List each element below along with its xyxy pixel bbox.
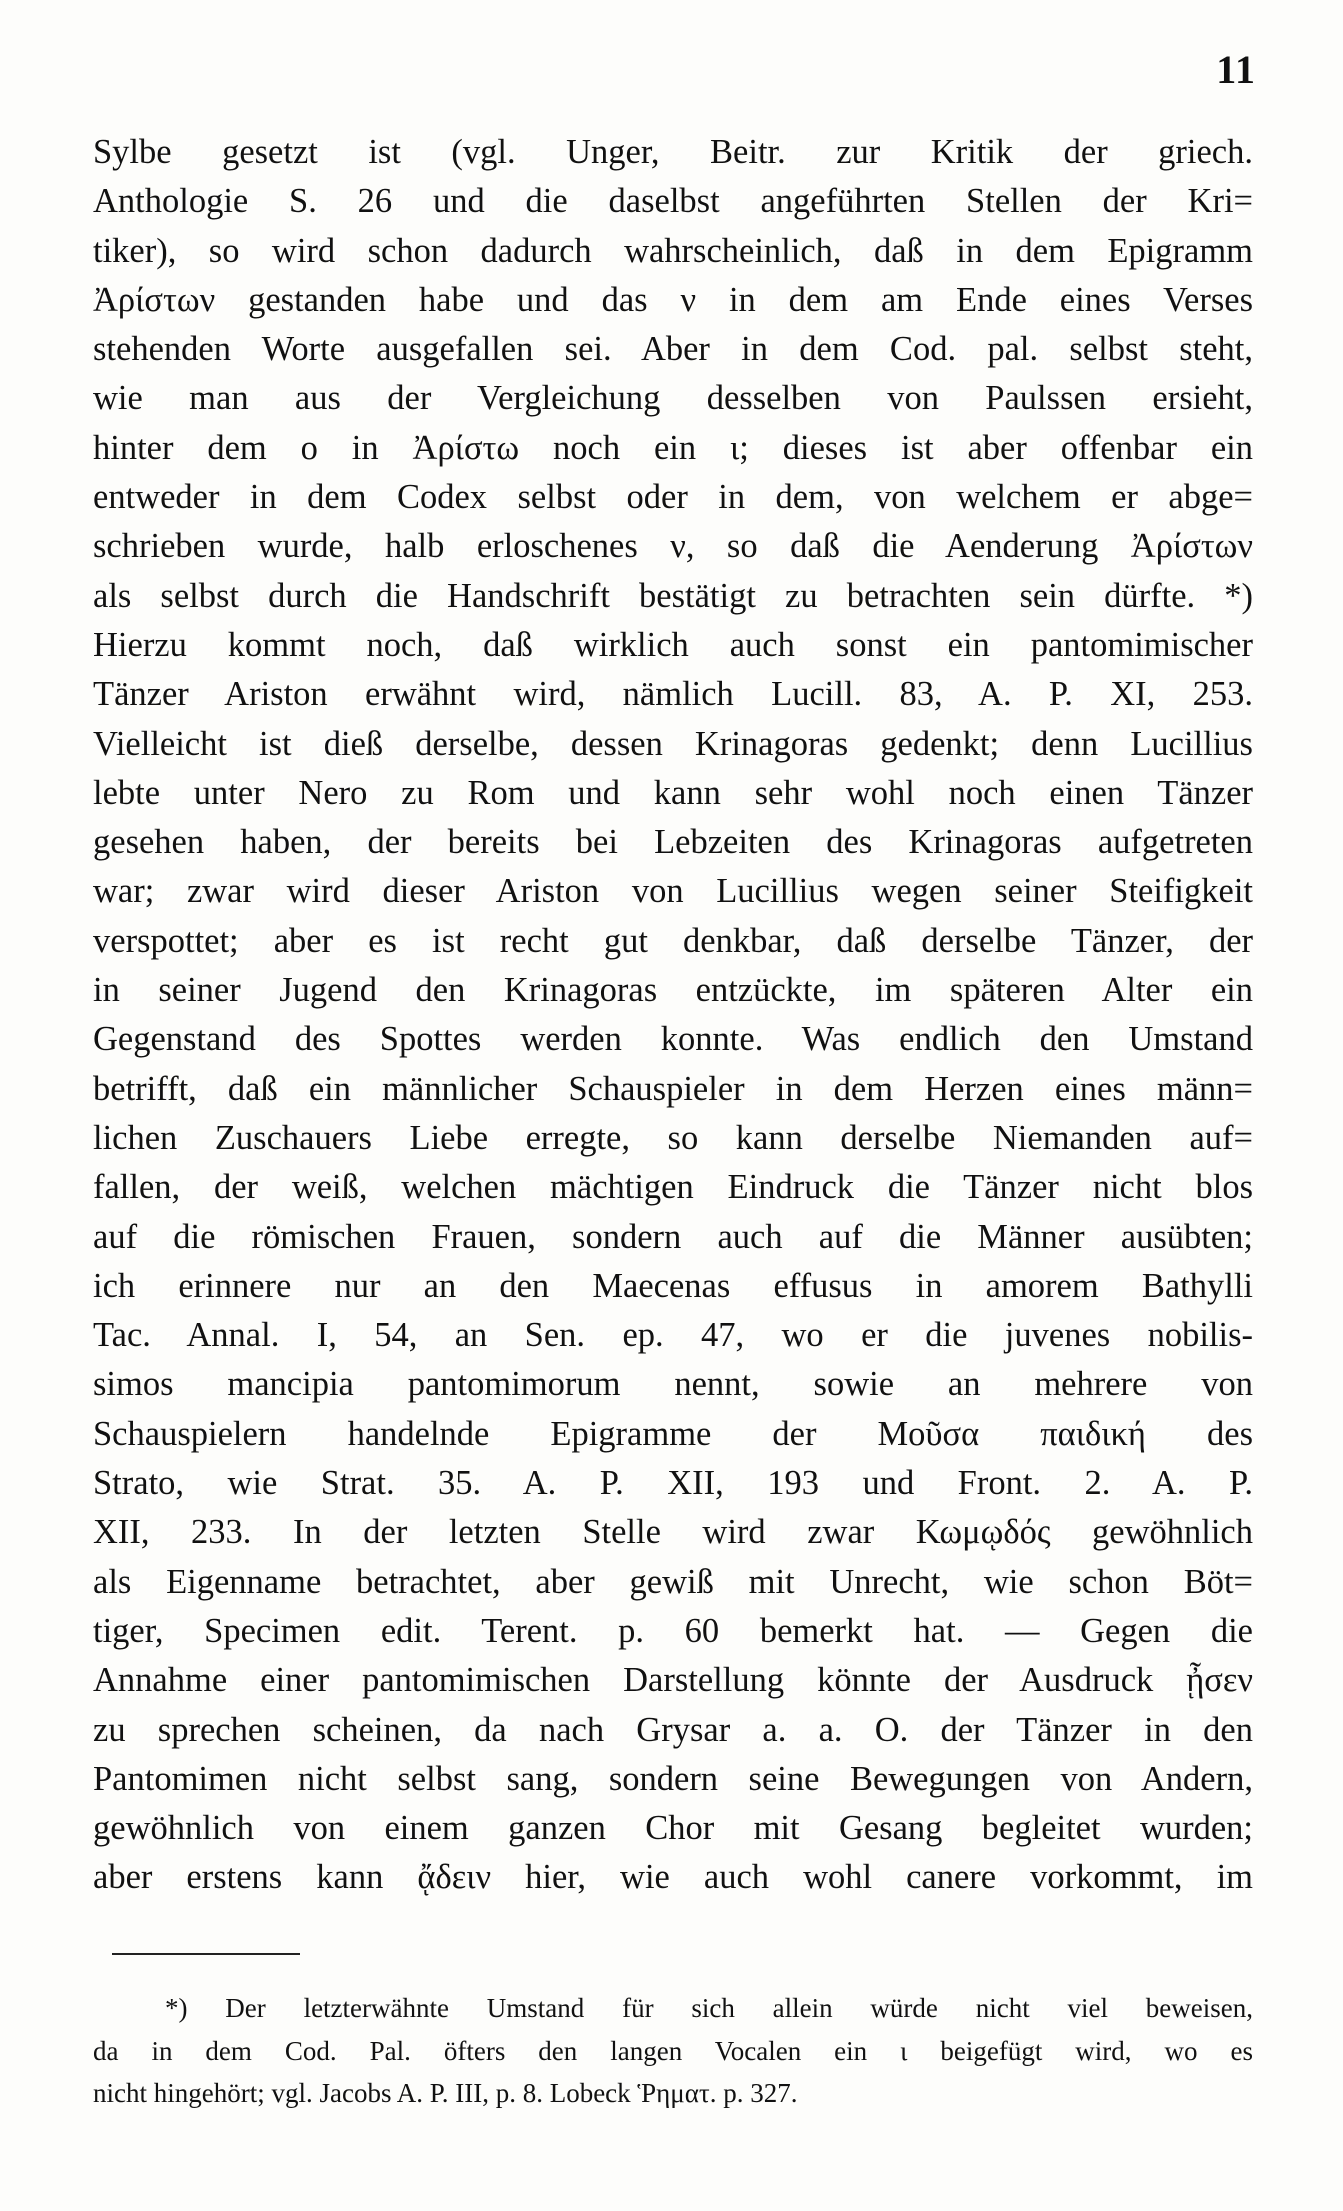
footnote-line: nicht hingehört; vgl. Jacobs A. P. III, p. 8. Lobeck Ῥηματ. p. 327.	[93, 2078, 798, 2108]
text-line: tiger, Specimen edit. Terent. p. 60 bemerkt hat. — Gegen die	[93, 1611, 1253, 1650]
text-line: stehenden Worte ausgefallen sei. Aber in dem Cod. pal. selbst steht,	[93, 330, 1253, 369]
text-line: Vielleicht ist dieß derselbe, dessen Krinagoras gedenkt; denn Lucillius	[93, 724, 1253, 763]
text-line: zu sprechen scheinen, da nach Grysar a. a. O. der Tänzer in den	[93, 1710, 1253, 1749]
text-line: Tänzer Ariston erwähnt wird, nämlich Lucill. 83, A. P. XI, 253.	[93, 675, 1253, 714]
text-line: ich erinnere nur an den Maecenas effusus in amorem Bathylli	[93, 1266, 1253, 1305]
text-line: war; zwar wird dieser Ariston von Lucillius wegen seiner Steifigkeit	[93, 872, 1253, 911]
text-line: Tac. Annal. I, 54, an Sen. ep. 47, wo er die juvenes nobilis-	[93, 1316, 1253, 1355]
text-line: Anthologie S. 26 und die daselbst angeführten Stellen der Kri=	[93, 182, 1253, 221]
text-line: schrieben wurde, halb erloschenes ν, so daß die Aenderung Ἀρίστων	[93, 527, 1253, 566]
text-line: Strato, wie Strat. 35. A. P. XII, 193 und Front. 2. A. P.	[93, 1464, 1253, 1503]
text-line: gewöhnlich von einem ganzen Chor mit Gesang begleitet wurden;	[93, 1809, 1253, 1848]
text-line: XII, 233. In der letzten Stelle wird zwar Κωμῳδός gewöhnlich	[93, 1513, 1253, 1552]
text-line: Hierzu kommt noch, daß wirklich auch sonst ein pantomimischer	[93, 625, 1253, 664]
text-line: fallen, der weiß, welchen mächtigen Eindruck die Tänzer nicht blos	[93, 1168, 1253, 1207]
text-line: Ἀρίστων gestanden habe und das ν in dem am Ende eines Verses	[93, 280, 1253, 319]
text-line: Schauspielern handelnde Epigramme der Μοῦσα παιδική des	[93, 1414, 1253, 1453]
text-line: lebte unter Nero zu Rom und kann sehr wohl noch einen Tänzer	[93, 773, 1253, 812]
text-line: Pantomimen nicht selbst sang, sondern seine Bewegungen von Andern,	[93, 1759, 1253, 1798]
body-text	[93, 128, 1253, 1903]
text-line: als Eigenname betrachtet, aber gewiß mit Unrecht, wie schon Böt=	[93, 1562, 1253, 1601]
text-line: in seiner Jugend den Krinagoras entzückte, im späteren Alter ein	[93, 971, 1253, 1010]
text-line: als selbst durch die Handschrift bestätigt zu betrachten sein dürfte. *)	[93, 576, 1253, 615]
footnote-line: *) Der letzterwähnte Umstand für sich allein würde nicht viel beweisen,	[165, 1993, 1253, 2023]
text-line: aber erstens kann ᾄδειν hier, wie auch wohl canere vorkommt, im	[93, 1858, 1253, 1897]
text-line: simos mancipia pantomimorum nennt, sowie an mehrere von	[93, 1365, 1253, 1404]
text-line: hinter dem ο in Ἀρίστω noch ein ι; dieses ist aber offenbar ein	[93, 428, 1253, 467]
text-line: Sylbe gesetzt ist (vgl. Unger, Beitr. zur Kritik der griech.	[93, 133, 1253, 171]
text-line: auf die römischen Frauen, sondern auch auf die Männer ausübten;	[93, 1217, 1253, 1256]
text-line: gesehen haben, der bereits bei Lebzeiten des Krinagoras aufgetreten	[93, 823, 1253, 862]
footnote-line: da in dem Cod. Pal. öfters den langen Vocalen ein ι beigefügt wird, wo es	[93, 2035, 1253, 2066]
text-line: verspottet; aber es ist recht gut denkbar, daß derselbe Tänzer, der	[93, 921, 1253, 960]
text-line: wie man aus der Vergleichung desselben von Paulssen ersieht,	[93, 379, 1253, 418]
text-line: Gegenstand des Spottes werden konnte. Was endlich den Umstand	[93, 1020, 1253, 1059]
text-line: betrifft, daß ein männlicher Schauspieler in dem Herzen eines männ=	[93, 1069, 1253, 1108]
footnotes	[93, 1987, 1253, 2115]
text-line: tiker), so wird schon dadurch wahrscheinlich, daß in dem Epigramm	[93, 231, 1253, 270]
footnote-divider	[112, 1953, 300, 1955]
text-line: entweder in dem Codex selbst oder in dem, von welchem er abge=	[93, 478, 1253, 517]
text-line: Annahme einer pantomimischen Darstellung könnte der Ausdruck ᾖσεν	[93, 1661, 1253, 1700]
page-number: 11	[1216, 47, 1256, 92]
text-line: lichen Zuschauers Liebe erregte, so kann derselbe Niemanden auf=	[93, 1118, 1253, 1157]
